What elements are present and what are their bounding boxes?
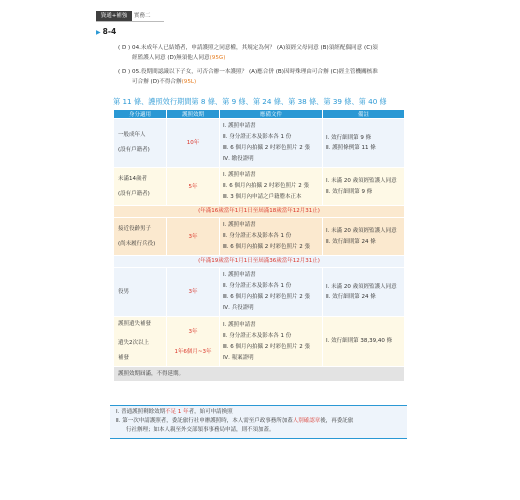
question-cont: 可合辦 (D)不得合辦	[132, 79, 182, 85]
question-text: ( D ) 04.未成年人已結婚者，申請護照之同意權，其規定為何？ (A)須經父母同意 (B)須經配偶同意 (C)須	[118, 45, 378, 51]
header-tag: 資通+補強	[96, 11, 132, 21]
section-title: 第 11 條、護照效行期間第 8 條、第 9 條、第 24 條、第 38 條、第 39 條、第 40 條	[113, 97, 387, 106]
triangle-icon: ▶	[96, 29, 101, 36]
table-row-pre-service: 接近役齡男子 (尚未履行兵役) 3年 Ⅰ. 護照申請書 Ⅱ. 身分證正本及影本各 1 份 Ⅲ. 6 個月內拍攝 2 吋彩色照片 2 張 Ⅰ. 未滿 20 歲須經監護人同意 Ⅱ. 效行細則第 24 條	[114, 218, 405, 256]
table-row-note: (年滿19歲當年1月1日至屆滿36歲當年12月31止)	[114, 256, 405, 268]
page-header	[96, 11, 164, 22]
question-ref: (95G)	[209, 55, 226, 61]
note-item: Ⅱ. 第一次申請護照者，委託旅行社申辦護照時，本人需至戶政事務所加蓋人別確認章後，再委託旅	[116, 418, 354, 424]
col-header: 身分適用	[114, 110, 167, 119]
question-ref: (95L)	[181, 79, 197, 85]
table-row-lost: 護照遺失補發 遺失2次以上 補發 3年 1年6個月~3年 Ⅰ. 護照申請書 Ⅱ. 身分證正本及影本各 1 份 Ⅲ. 6 個月內拍攝 2 吋彩色照片 2 張 Ⅳ. 報案證明 Ⅰ. 效行細則第 38,39,40 條	[114, 317, 405, 367]
question-5	[118, 67, 414, 87]
note-item: Ⅰ. 普通護照剩餘效期不足 1 年者，始可申請換照	[116, 409, 233, 415]
table-footer-row: 護照效期屆滿，不得延期。	[114, 367, 405, 382]
question-cont: 經監護人同意 (D)無須他人同意	[132, 55, 210, 61]
question-4	[118, 43, 414, 63]
table-row-adult: 一般成年人 (設有戶籍者) 10年 Ⅰ. 護照申請書 Ⅱ. 身分證正本及影本各 1 份 Ⅲ. 6 個月內拍攝 2 吋彩色照片 2 張 Ⅳ. 缴役證明 Ⅰ. 效行細則第 9 條 Ⅱ. 護照條例第 11 條	[114, 119, 405, 168]
question-text: ( D ) 05.役期間認識以下子女，可否合辦一本護照？ (A)應合併 (B)因時殊理由可合辦 (C)經主管機關核准	[118, 69, 378, 75]
passport-table	[113, 109, 405, 382]
notes-box	[110, 405, 407, 439]
page-number: ▶ 8-4	[96, 27, 117, 36]
header-subtitle: 實務二	[134, 13, 151, 19]
table-row-minor: 未滿14歲者 (設有戶籍者) 5年 Ⅰ. 護照申請書 Ⅱ. 6 個月內拍攝 2 吋彩色照片 2 張 Ⅲ. 3 個月內申請之戶籍謄本正本 Ⅰ. 未滿 20 歲須經監護人同意 Ⅱ. 效行細則第 9 條	[114, 168, 405, 206]
col-header: 護照效期	[167, 110, 220, 119]
col-header: 應備文件	[220, 110, 323, 119]
col-header: 備註	[323, 110, 405, 119]
note-item: 行社辦理；如本人親至外交部領事事務局申請，則不須加蓋。	[126, 427, 275, 433]
table-header-row	[114, 110, 405, 119]
table-row-note: (年滿16歲當年1月1日至屆滿18歲當年12月31止)	[114, 206, 405, 218]
table-row-service-age: 役男 3年 Ⅰ. 護照申請書 Ⅱ. 身分證正本及影本各 1 份 Ⅲ. 6 個月內拍攝 2 吋彩色照片 2 張 Ⅳ. 兵役證明 Ⅰ. 未滿 20 歲須經監護人同意 Ⅱ. 效行細則第 24 條	[114, 268, 405, 317]
